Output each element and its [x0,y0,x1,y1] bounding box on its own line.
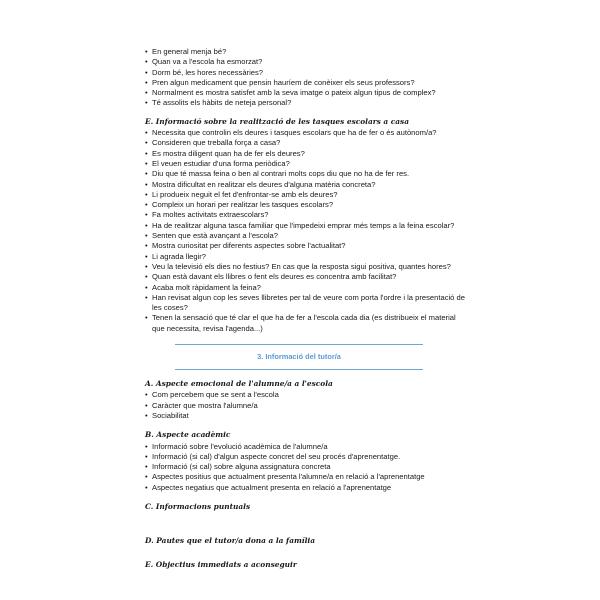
list-item: • Aspectes negatius que actualment presenta en relació a l'aprenentatge [145,483,465,493]
tutor-section-banner [175,344,423,370]
list-item: • Acaba molt ràpidament la feina? [145,283,465,293]
health-habits-list [145,47,465,109]
banner-top-rule [175,344,423,345]
list-item: • En general menja bé? [145,47,465,57]
list-item: • Compleix un horari per realitzar les tasques escolars? [145,200,465,210]
list-item: • Es mostra diligent quan ha de fer els deures? [145,149,465,159]
list-item: • Caràcter que mostra l'alumne/a [145,401,465,411]
homework-list [145,128,465,334]
list-item: • Consideren que treballa força a casa? [145,138,465,148]
academic-aspect-list [145,442,465,493]
list-item: • Té assolits els hàbits de neteja personal? [145,98,465,108]
list-item: • Fa moltes activitats extraescolars? [145,210,465,220]
list-item: • Informació (si cal) sobre alguna assignatura concreta [145,462,465,472]
list-item: • Com percebem que se sent a l'escola [145,390,465,400]
list-item: • Senten que està avançant a l'escola? [145,231,465,241]
spacer [145,513,465,527]
list-item: • Aspectes positius que actualment presenta l'alumne/a en relació a l'aprenentatge [145,472,465,482]
list-item: • Pren algun medicament que pensin hauríem de conèixer els seus professors? [145,78,465,88]
section-b-heading: B. Aspecte acadèmic [145,430,231,440]
list-item: • Quan va a l'escola ha esmorzat? [145,57,465,67]
spacer [145,548,465,551]
banner-bottom-rule [175,369,423,370]
list-item: • Necessita que controlin els deures i tasques escolars que ha de fer o és autònom/a? [145,128,465,138]
list-item: • Li agrada llegir? [145,252,465,262]
list-item: • Quan està davant els llibres o fent els deures es concentra amb facilitat? [145,272,465,282]
emotional-aspect-list [145,390,465,421]
document-content [145,47,465,571]
list-item: • Diu que té massa feina o ben al contrari molts cops diu que no ha de fer res. [145,169,465,179]
section-e2-heading: E. Objectius immediats a aconseguir [145,559,297,569]
list-item: • Dorm bé, les hores necessàries? [145,68,465,78]
list-item: • Mostra curiositat per diferents aspectes sobre l'actualitat? [145,241,465,251]
list-item: • Li produeix neguit el fet d'enfrontar-se amb els deures? [145,190,465,200]
tutor-section-title: 3. Informació del tutor/a [257,352,341,362]
section-d-heading: D. Pautes que el tutor/a dona a la família [145,536,316,546]
list-item: • Ha de realitzar alguna tasca familiar que l'impedeixi emprar més temps a la feina escolar? [145,221,465,231]
list-item: • Informació sobre l'evolució acadèmica de l'alumne/a [145,442,465,452]
list-item: • Sociabilitat [145,411,465,421]
list-item: • Mostra dificultat en realitzar els deures d'alguna matèria concreta? [145,180,465,190]
list-item: • Normalment es mostra satisfet amb la seva imatge o pateix algun tipus de complex? [145,88,465,98]
section-c-heading: C. Informacions puntuals [145,501,251,511]
list-item: • Han revisat algun cop les seves llibretes per tal de veure com porta l'ordre i la presentació de les coses? [145,293,465,314]
list-item: • El veuen estudiar d'una forma periòdica? [145,159,465,169]
section-e-heading: E. Informació sobre la realització de les tasques escolars a casa [145,116,409,126]
list-item: • Tenen la sensació que té clar el que ha de fer a l'escola cada dia (es distribueix el material que necessita, revisa l'agenda...) [145,313,465,334]
section-a-heading: A. Aspecte emocional de l'alumne/a a l'escola [145,379,333,389]
list-item: • Veu la televisió els dies no festius? En cas que la resposta sigui positiva, quantes hores? [145,262,465,272]
list-item: • Informació (si cal) d'algun aspecte concret del seu procés d'aprenentatge. [145,452,465,462]
